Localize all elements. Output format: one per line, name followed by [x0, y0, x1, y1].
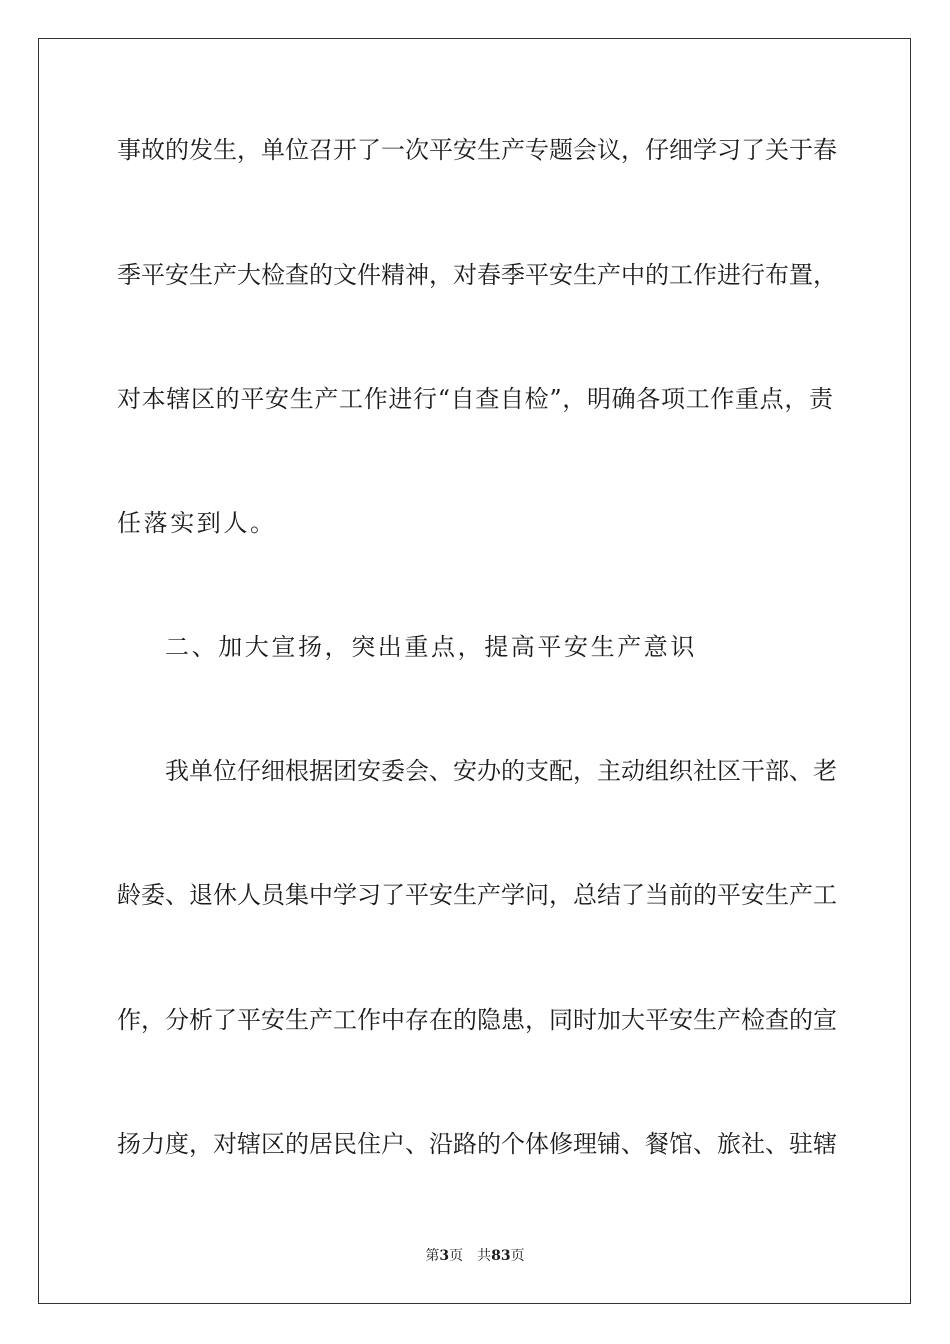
body-line-1: 事故的发生，单位召开了一次平安生产专题会议，仔细学习了关于春 — [117, 136, 837, 164]
section-heading: 二、加大宣扬，突出重点，提高平安生产意识 — [165, 633, 697, 661]
body-line-6: 我单位仔细根据团安委会、安办的支配，主动组织社区干部、老 — [165, 757, 837, 785]
body-line-4: 任落实到人。 — [117, 509, 277, 537]
body-line-8: 作，分析了平安生产工作中存在的隐患，同时加大平安生产检查的宣 — [117, 1006, 837, 1034]
page-border — [38, 38, 911, 1304]
body-line-3: 对本辖区的平安生产工作进行“自查自检”，明确各项工作重点，责 — [117, 385, 833, 413]
page-suffix: 页 — [510, 1248, 525, 1264]
body-line-7: 龄委、退休人员集中学习了平安生产学问，总结了当前的平安生产工 — [117, 881, 837, 909]
current-page-number: 3 — [439, 1248, 450, 1264]
total-page-number: 83 — [491, 1248, 511, 1264]
body-line-9: 扬力度，对辖区的居民住户、沿路的个体修理铺、餐馆、旅社、驻辖 — [117, 1130, 837, 1158]
page-number-footer — [0, 1247, 950, 1265]
body-line-2: 季平安生产大检查的文件精神，对春季平安生产中的工作进行布置， — [117, 261, 837, 289]
page-mid: 页 共 — [449, 1248, 492, 1264]
page-prefix: 第 — [425, 1248, 440, 1264]
